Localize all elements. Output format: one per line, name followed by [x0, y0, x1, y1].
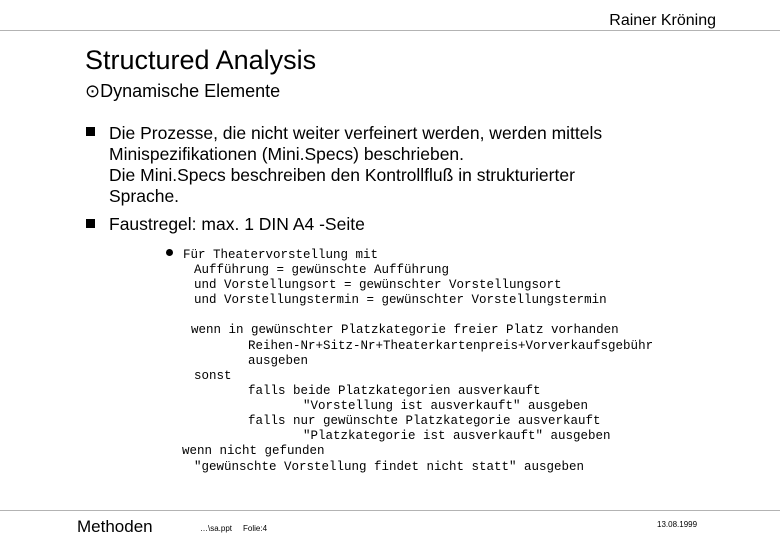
- subtitle-text: Dynamische Elemente: [100, 81, 281, 101]
- code-line: und Vorstellungstermin = gewünschter Vorstellungstermin: [194, 293, 607, 307]
- slide-subtitle: [85, 81, 280, 102]
- code-line: ausgeben: [248, 354, 309, 368]
- code-line: und Vorstellungsort = gewünschter Vorstellungsort: [194, 278, 562, 292]
- circle-dot-icon: ⊙: [85, 81, 101, 101]
- author-name: Rainer Kröning: [609, 12, 716, 29]
- square-bullet-icon: [86, 219, 95, 228]
- footer-rule: [0, 510, 780, 511]
- slide-title: Structured Analysis: [85, 45, 317, 75]
- code-line: "Vorstellung ist ausverkauft" ausgeben: [303, 399, 589, 413]
- footer-slide-number: Folie:4: [243, 524, 268, 533]
- code-line: Aufführung = gewünschte Aufführung: [194, 263, 450, 277]
- dot-bullet-icon: [166, 249, 173, 256]
- code-line: wenn nicht gefunden: [182, 444, 325, 458]
- footer-date: 13.08.1999: [657, 520, 698, 529]
- bullet-1-text: [109, 123, 602, 207]
- square-bullet-icon: [86, 127, 95, 136]
- footer-file: …\sa.ppt: [200, 524, 233, 533]
- code-line: falls nur gewünschte Platzkategorie ausverkauft: [248, 414, 601, 428]
- code-line: "Platzkategorie ist ausverkauft" ausgeben: [303, 429, 611, 443]
- bullet-1-line: Minispezifikationen (Mini.Specs) beschrieben.: [109, 144, 465, 164]
- code-line: Reihen-Nr+Sitz-Nr+Theaterkartenpreis+Vorverkaufsgebühr: [248, 339, 654, 353]
- code-line: sonst: [194, 369, 232, 383]
- code-line: wenn in gewünschter Platzkategorie freier Platz vorhanden: [191, 323, 619, 337]
- bullet-2-line: Faustregel: max. 1 DIN A4 -Seite: [109, 214, 365, 234]
- bullet-1-line: Die Prozesse, die nicht weiter verfeinert werden, werden mittels: [109, 123, 603, 143]
- code-line: Für Theatervorstellung mit: [183, 248, 379, 262]
- code-line: falls beide Platzkategorien ausverkauft: [248, 384, 541, 398]
- header-rule: [0, 30, 780, 31]
- bullet-2-text: [109, 214, 365, 235]
- bullet-1-line: Die Mini.Specs beschreiben den Kontrollfluß in strukturierter: [109, 165, 575, 185]
- bullet-1-line: Sprache.: [109, 186, 180, 206]
- footer-title: Methoden: [77, 517, 153, 536]
- code-line: "gewünschte Vorstellung findet nicht statt" ausgeben: [194, 460, 585, 474]
